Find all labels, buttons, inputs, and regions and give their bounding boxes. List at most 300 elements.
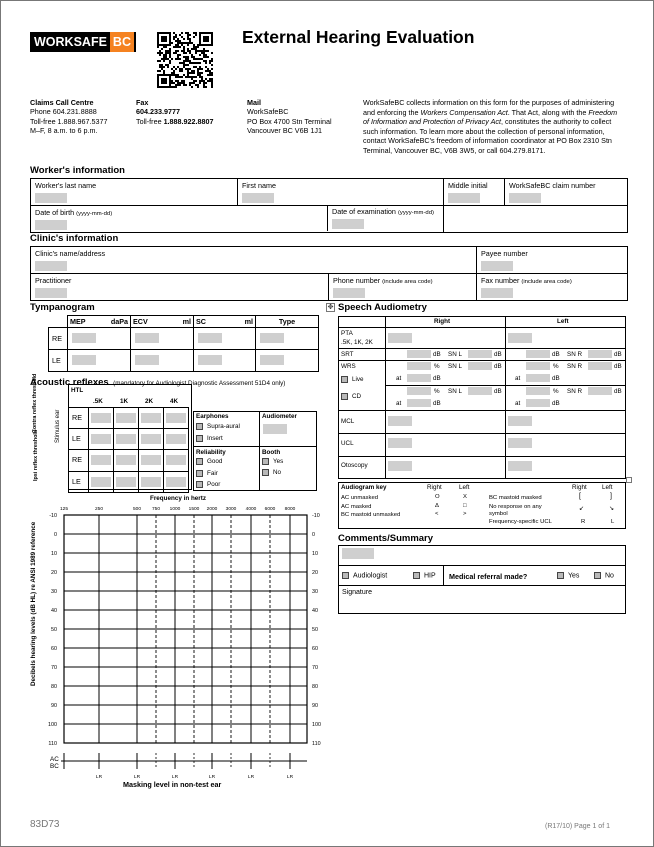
qr-module [199,36,201,38]
qr-module [193,70,195,72]
srt-snr-field[interactable] [588,350,612,358]
wrs1-right-pct-field[interactable] [407,362,431,370]
wrs2-right-at: at [396,400,402,407]
acoustic-title: Acoustic reflexes [30,377,109,388]
srt-snr-label: SN R [567,351,583,358]
mcl-left-field[interactable] [508,416,532,426]
qr-module [187,44,189,46]
qr-module [159,52,161,54]
qr-module [159,44,161,46]
qr-module [209,80,211,82]
ecv-le-field[interactable] [135,355,159,365]
db-tick-right: 110 [312,741,321,747]
qr-module [157,52,159,54]
key-right-1: Right [427,484,442,491]
qr-module [193,48,195,50]
wrs2-left-pct: % [553,388,559,395]
insert-checkbox[interactable] [196,435,203,442]
qr-module [175,34,177,36]
ipsi-label: Ipsi reflex threshold [33,429,39,481]
db-tick-right: 10 [312,551,318,557]
qr-module [165,86,167,88]
qr-module [179,62,181,64]
qr-module [163,70,165,72]
qr-module [185,52,187,54]
qr-module [187,48,189,50]
booth-yes-checkbox[interactable] [262,458,269,465]
clinic-name-field[interactable] [35,261,67,271]
qr-module [189,38,191,40]
bracket-right-icon: ] [610,493,612,500]
freq-tick-label: 500 [132,507,142,512]
qr-module [173,36,175,38]
db-tick-left: 30 [51,589,57,595]
referral-yes-option[interactable] [557,572,579,579]
booth-no-option[interactable] [262,469,281,476]
practitioner-field[interactable] [35,288,67,298]
qr-module [183,60,185,62]
booth-no-text: No [273,469,282,477]
qr-module [211,86,213,88]
qr-module [161,82,163,84]
db-tick-left: 70 [51,665,57,671]
qr-module [187,34,189,36]
qr-module [211,68,213,70]
qr-module [169,38,171,40]
qr-module [169,42,171,44]
srt-right-db: dB [433,351,441,358]
qr-module [209,72,211,74]
live-checkbox[interactable] [341,376,348,383]
type-re-field[interactable] [260,333,284,343]
live-option[interactable] [341,376,364,383]
middle-initial-label: Middle initial [448,181,488,190]
payee-field[interactable] [481,261,513,271]
key-left-1: Left [459,484,470,491]
key-bc-masked: BC mastoid masked [489,495,542,501]
qr-module [189,40,191,42]
referral-label: Medical referral made? [449,572,528,581]
speech-col-line-2 [505,316,506,479]
tympanogram-heading: Tympanogram [30,302,95,313]
ipsi-le-1k[interactable] [116,477,136,487]
qr-module [167,86,169,88]
arrow-down-right-icon: ↘ [609,506,614,512]
supra-aural-option[interactable] [196,423,240,430]
lr-label: LR [171,775,179,780]
db-tick-right: 0 [312,532,315,538]
equip-divider-h [193,446,317,447]
ipsi-re-4k[interactable] [166,455,186,465]
pta-freqs: .5K, 1K, 2K [341,339,373,346]
qr-module [169,40,171,42]
pta-left-field[interactable] [508,333,532,343]
qr-module [167,64,169,66]
qr-module [173,66,175,68]
qr-module [187,60,189,62]
referral-no-checkbox[interactable] [594,572,601,579]
srt-left-db: dB [552,351,560,358]
privacy-text-3: , constitutes the authority to collect such information. To learn more about the collection of personal information, contact WorkSafeBC's freedom of information coordinator at PO Box 2310 Stn Terminal, Vancouver BC, V6B 3W5, or call 604.279.8171. [363,117,612,155]
signature-field[interactable] [342,599,622,611]
ipsi-re-05k[interactable] [91,455,111,465]
qr-module [197,86,199,88]
fax-number: 604.233.9777 [136,107,180,117]
qr-module [169,86,171,88]
otoscopy-right-field[interactable] [388,461,412,471]
db-tick-right: 50 [312,627,318,633]
qr-module [161,40,163,42]
qr-module [181,68,183,70]
qr-module [187,36,189,38]
wrs2-right-pct-field[interactable] [407,387,431,395]
qr-module [163,38,165,40]
qr-module [187,56,189,58]
key-right-2: Right [572,484,587,491]
dapa-unit: daPa [110,317,128,326]
freq-tick-label: 3000 [225,507,237,512]
wrs1-snr-field[interactable] [588,362,612,370]
tymp-corner [49,316,68,328]
qr-module [185,60,187,62]
qr-module [199,34,201,36]
wrs1-left-at-field[interactable] [526,374,550,382]
speech-row-line-5 [338,433,626,434]
qr-module [207,74,209,76]
qr-module [191,56,193,58]
privacy-notice [363,98,625,155]
ipsi-le-4k[interactable] [166,477,186,487]
wrs2-snl-db: dB [494,388,502,395]
worker-heading: Worker's information [30,165,125,176]
page-number: (R17/10) Page 1 of 1 [545,823,610,830]
qr-module [167,58,169,60]
wrs1-right-at-field[interactable] [407,374,431,382]
qr-module [163,54,165,56]
ipsi-le-2k[interactable] [141,477,161,487]
qr-module [163,46,165,48]
wrs2-right-at-field[interactable] [407,399,431,407]
qr-module [193,32,195,34]
earphones-label: Earphones [196,413,229,420]
comments-field[interactable] [342,548,374,559]
cd-checkbox[interactable] [341,393,348,400]
masking-label: Masking level in non-test ear [123,780,222,789]
middle-initial-field[interactable] [448,193,480,203]
wrs2-snr-label: SN R [567,388,583,395]
good-option[interactable] [196,458,222,465]
ucl-right-field[interactable] [388,438,412,448]
phone-field[interactable] [333,288,365,298]
qr-module [177,50,179,52]
qr-module [195,66,197,68]
signature-label: Signature [342,589,372,596]
qr-module [205,86,207,88]
type-le-field[interactable] [260,355,284,365]
qr-module [191,86,193,88]
contra-le-2k[interactable] [141,434,161,444]
sc-header [194,316,256,328]
qr-module [195,80,197,82]
bracket-left-icon: [ [579,493,581,500]
db-tick-right: 20 [312,570,318,576]
qr-module [171,82,173,84]
qr-module [183,84,185,86]
qr-module [165,40,167,42]
audiometer-field[interactable] [263,424,287,434]
doe-format: (yyyy-mm-dd) [397,210,434,216]
mcl-right-field[interactable] [388,416,412,426]
wrs1-snl-field[interactable] [468,362,492,370]
ucl-left-field[interactable] [508,438,532,448]
lr-label: LR [133,775,141,780]
freq-tick-label: 4000 [245,507,257,512]
qr-module [173,74,175,76]
qr-module [187,68,189,70]
last-name-field[interactable] [35,193,67,203]
qr-module [197,84,199,86]
mail-heading: Mail [247,98,261,107]
qr-module [177,38,179,40]
srt-snl-field[interactable] [468,350,492,358]
doe-field[interactable] [332,219,364,229]
lr-label: LR [95,775,103,780]
qr-module [157,40,159,42]
fair-checkbox[interactable] [196,470,203,477]
fair-text: Fair [207,470,218,478]
qr-module [199,32,201,34]
fair-option[interactable] [196,470,218,477]
qr-module [171,42,173,44]
contra-re-1k[interactable] [116,413,136,423]
referral-yes-checkbox[interactable] [557,572,564,579]
qr-module [171,72,173,74]
qr-module [211,78,213,80]
qr-module [171,68,173,70]
qr-module [183,50,185,52]
qr-module [169,54,171,56]
comments-line-2 [338,585,626,586]
first-name-field[interactable] [242,193,274,203]
qr-module [185,64,187,66]
qr-module [175,46,177,48]
qr-module [159,86,161,88]
qr-module [187,64,189,66]
db-tick-right: 90 [312,703,318,709]
sc-unit: ml [244,317,253,326]
qr-module [201,58,203,60]
qr-module [199,72,201,74]
tymp-le-label: LE [49,350,68,372]
qr-module [183,66,185,68]
qr-module [211,44,213,46]
poor-checkbox[interactable] [196,481,203,488]
contra-le-05k[interactable] [91,434,111,444]
contra-le-4k[interactable] [166,434,186,444]
ipsi-re-2k[interactable] [141,455,161,465]
hip-checkbox[interactable] [413,572,420,579]
move-handle-icon[interactable]: ✥ [327,304,334,311]
dob-format: (yyyy-mm-dd) [76,211,113,217]
wrs2-right-pct: % [434,388,440,395]
equip-divider-v2 [259,446,260,491]
qr-module [173,72,175,74]
live-text: Live [352,376,364,384]
otoscopy-left-field[interactable] [508,461,532,471]
payee-cell [477,247,628,274]
contra-le-label: LE [69,429,89,450]
booth-yes-option[interactable] [262,458,283,465]
srt-right-field[interactable] [407,350,431,358]
ecv-re-field[interactable] [135,333,159,343]
db-tick-right: 60 [312,646,318,652]
cd-option[interactable] [341,393,361,400]
wrs2-left-at-field[interactable] [526,399,550,407]
qr-module [191,70,193,72]
qr-module [205,70,207,72]
key-left-2: Left [602,484,613,491]
qr-module [211,82,213,84]
mep-header [68,316,131,328]
qr-module [157,80,159,82]
qr-module [209,78,211,80]
qr-module [197,74,199,76]
good-checkbox[interactable] [196,458,203,465]
poor-option[interactable] [196,481,220,488]
wrs1-left-pct-field[interactable] [526,362,550,370]
contra-re-05k[interactable] [91,413,111,423]
db-tick-left: -10 [49,513,57,519]
qr-module [203,80,205,82]
qr-module [161,58,163,60]
phone-note: (include area code) [382,279,433,285]
qr-module [207,44,209,46]
qr-module [163,86,165,88]
ipsi-re-1k[interactable] [116,455,136,465]
dob-divider [327,205,328,231]
qr-module [203,44,205,46]
wrs2-left-pct-field[interactable] [526,387,550,395]
qr-module [165,44,167,46]
referral-yes-text: Yes [568,572,580,580]
claims-block [30,98,108,136]
ecv-unit: ml [182,317,191,326]
qr-module [165,56,167,58]
qr-module [169,84,171,86]
qr-module [157,78,159,80]
qr-module [209,62,211,64]
qr-module [179,76,181,78]
qr-module [207,40,209,42]
qr-module [207,36,209,38]
middle-initial-cell [444,179,505,206]
audiologist-checkbox[interactable] [342,572,349,579]
qr-module [175,52,177,54]
qr-module [203,82,205,84]
hip-option[interactable] [413,572,436,579]
booth-no-checkbox[interactable] [262,469,269,476]
dob-field[interactable] [35,220,67,230]
contra-re-2k[interactable] [141,413,161,423]
qr-module [177,54,179,56]
ipsi-le-05k[interactable] [91,477,111,487]
sc-re-field[interactable] [198,333,222,343]
qr-module [181,44,183,46]
clinic-table [30,246,628,301]
srt-left-field[interactable] [526,350,550,358]
wrs2-snr-field[interactable] [588,387,612,395]
qr-module [169,60,171,62]
qr-module [209,60,211,62]
freq-4k: 4K [170,398,179,405]
qr-module [173,38,175,40]
mep-re-field[interactable] [72,333,96,343]
qr-module [205,82,207,84]
clinic-name-label: Clinic's name/address [35,249,106,258]
qr-module [211,64,213,66]
insert-option[interactable] [196,435,223,442]
qr-module [191,54,193,56]
qr-module [201,68,203,70]
supra-aural-text: Supra-aural [207,423,240,431]
qr-module [173,70,175,72]
comments-line-1 [338,565,626,566]
referral-no-option[interactable] [594,572,614,579]
lr-label: LR [247,775,255,780]
mail-line1: WorkSafeBC [247,107,289,117]
qr-module [157,32,159,34]
qr-module [211,42,213,44]
qr-module [179,40,181,42]
freq-tick-label: 2000 [206,507,218,512]
fax-heading: Fax [136,98,149,107]
qr-module [193,56,195,58]
resize-handle-icon[interactable] [626,477,632,483]
contra-re-4k[interactable] [166,413,186,423]
pta-right-field[interactable] [388,333,412,343]
qr-module [177,66,179,68]
audiologist-option[interactable] [342,572,387,579]
claim-number-label: WorkSafeBC claim number [509,181,596,190]
wrs2-snl-field[interactable] [468,387,492,395]
qr-module [177,74,179,76]
mep-le-field[interactable] [72,355,96,365]
sc-le-field[interactable] [198,355,222,365]
db-tick-right: -10 [312,513,320,519]
fax-field[interactable] [481,288,513,298]
qr-module [177,58,179,60]
db-tick-right: 30 [312,589,318,595]
qr-module [179,70,181,72]
qr-module [159,50,161,52]
bc-label: BC [50,763,59,770]
fax-cell [477,274,628,301]
arrow-down-left-icon: ↙ [579,506,584,512]
qr-module [199,44,201,46]
wrs1-left-at: at [515,375,521,382]
qr-module [185,68,187,70]
qr-module [181,42,183,44]
qr-module [203,36,205,38]
claim-number-field[interactable] [509,193,541,203]
phone-cell [329,274,477,301]
contra-le-1k[interactable] [116,434,136,444]
qr-module [177,84,179,86]
supra-aural-checkbox[interactable] [196,423,203,430]
audiogram-x-title: Frequency in hertz [150,495,206,502]
qr-module [207,80,209,82]
qr-module [167,74,169,76]
